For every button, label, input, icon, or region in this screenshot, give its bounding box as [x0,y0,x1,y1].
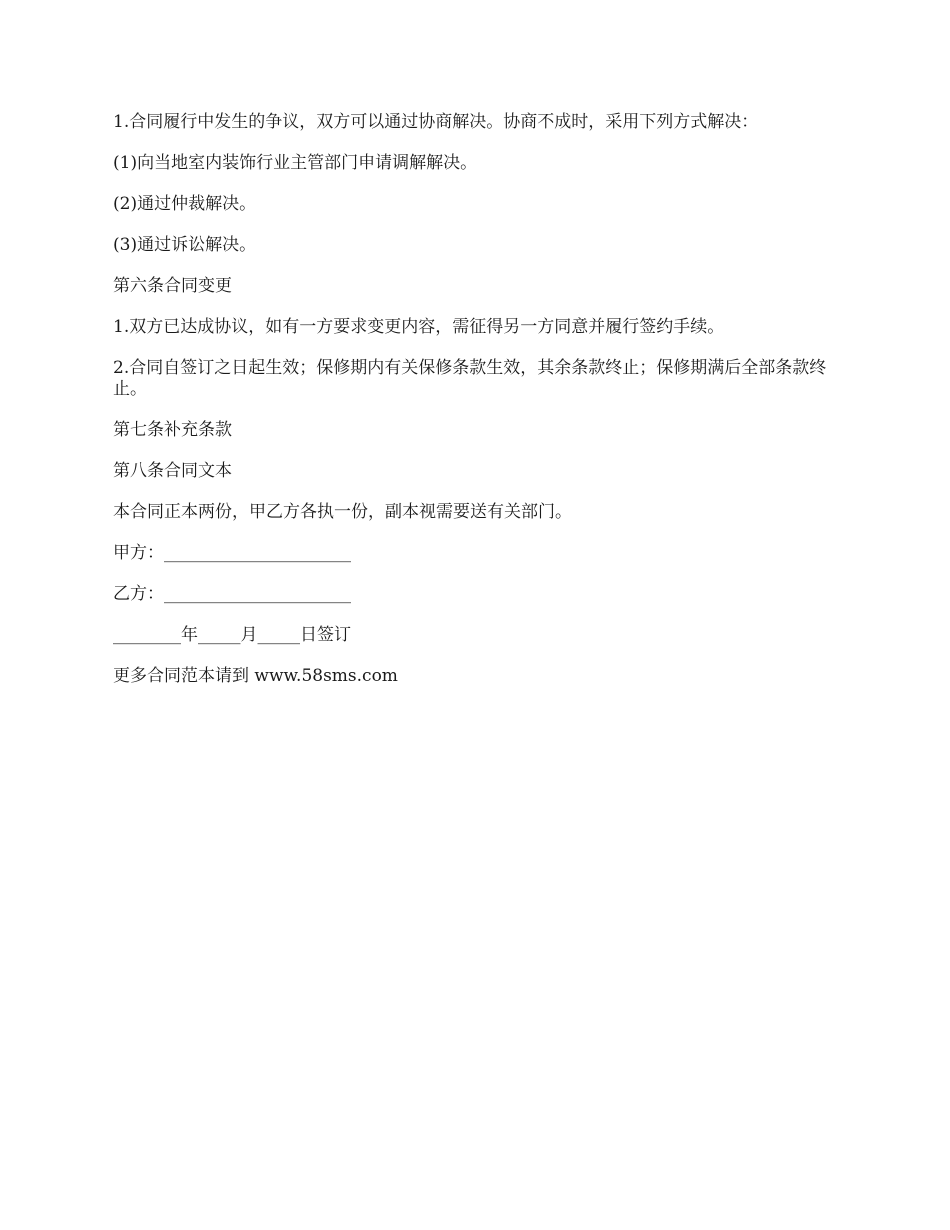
document-page [113,112,838,707]
article-eight-heading: 第八条合同文本 [113,461,232,481]
arbitration-option: (2)通过仲裁解决。 [113,194,257,214]
party-a-signature-line: 甲方：______________________ [113,543,351,563]
mediation-option: (1)向当地室内装饰行业主管部门申请调解解决。 [113,153,478,173]
article-seven-heading: 第七条补充条款 [113,420,232,440]
signing-date-line: ________年_____月_____日签订 [113,625,351,645]
copies-clause: 本合同正本两份，甲乙方各执一份，副本视需要送有关部门。 [113,502,572,522]
party-b-signature-line: 乙方：______________________ [113,584,351,604]
dispute-resolution-clause: 1.合同履行中发生的争议，双方可以通过协商解决。协商不成时，采用下列方式解决： [113,112,759,132]
effectiveness-clause: 2.合同自签订之日起生效；保修期内有关保修条款生效，其余条款终止；保修期满后全部条款终止。 [113,358,827,399]
article-six-heading: 第六条合同变更 [113,276,232,296]
litigation-option: (3)通过诉讼解决。 [113,235,257,255]
more-templates-footer: 更多合同范本请到 www.58sms.com [113,666,398,686]
contract-change-clause: 1.双方已达成协议，如有一方要求变更内容，需征得另一方同意并履行签约手续。 [113,317,725,337]
